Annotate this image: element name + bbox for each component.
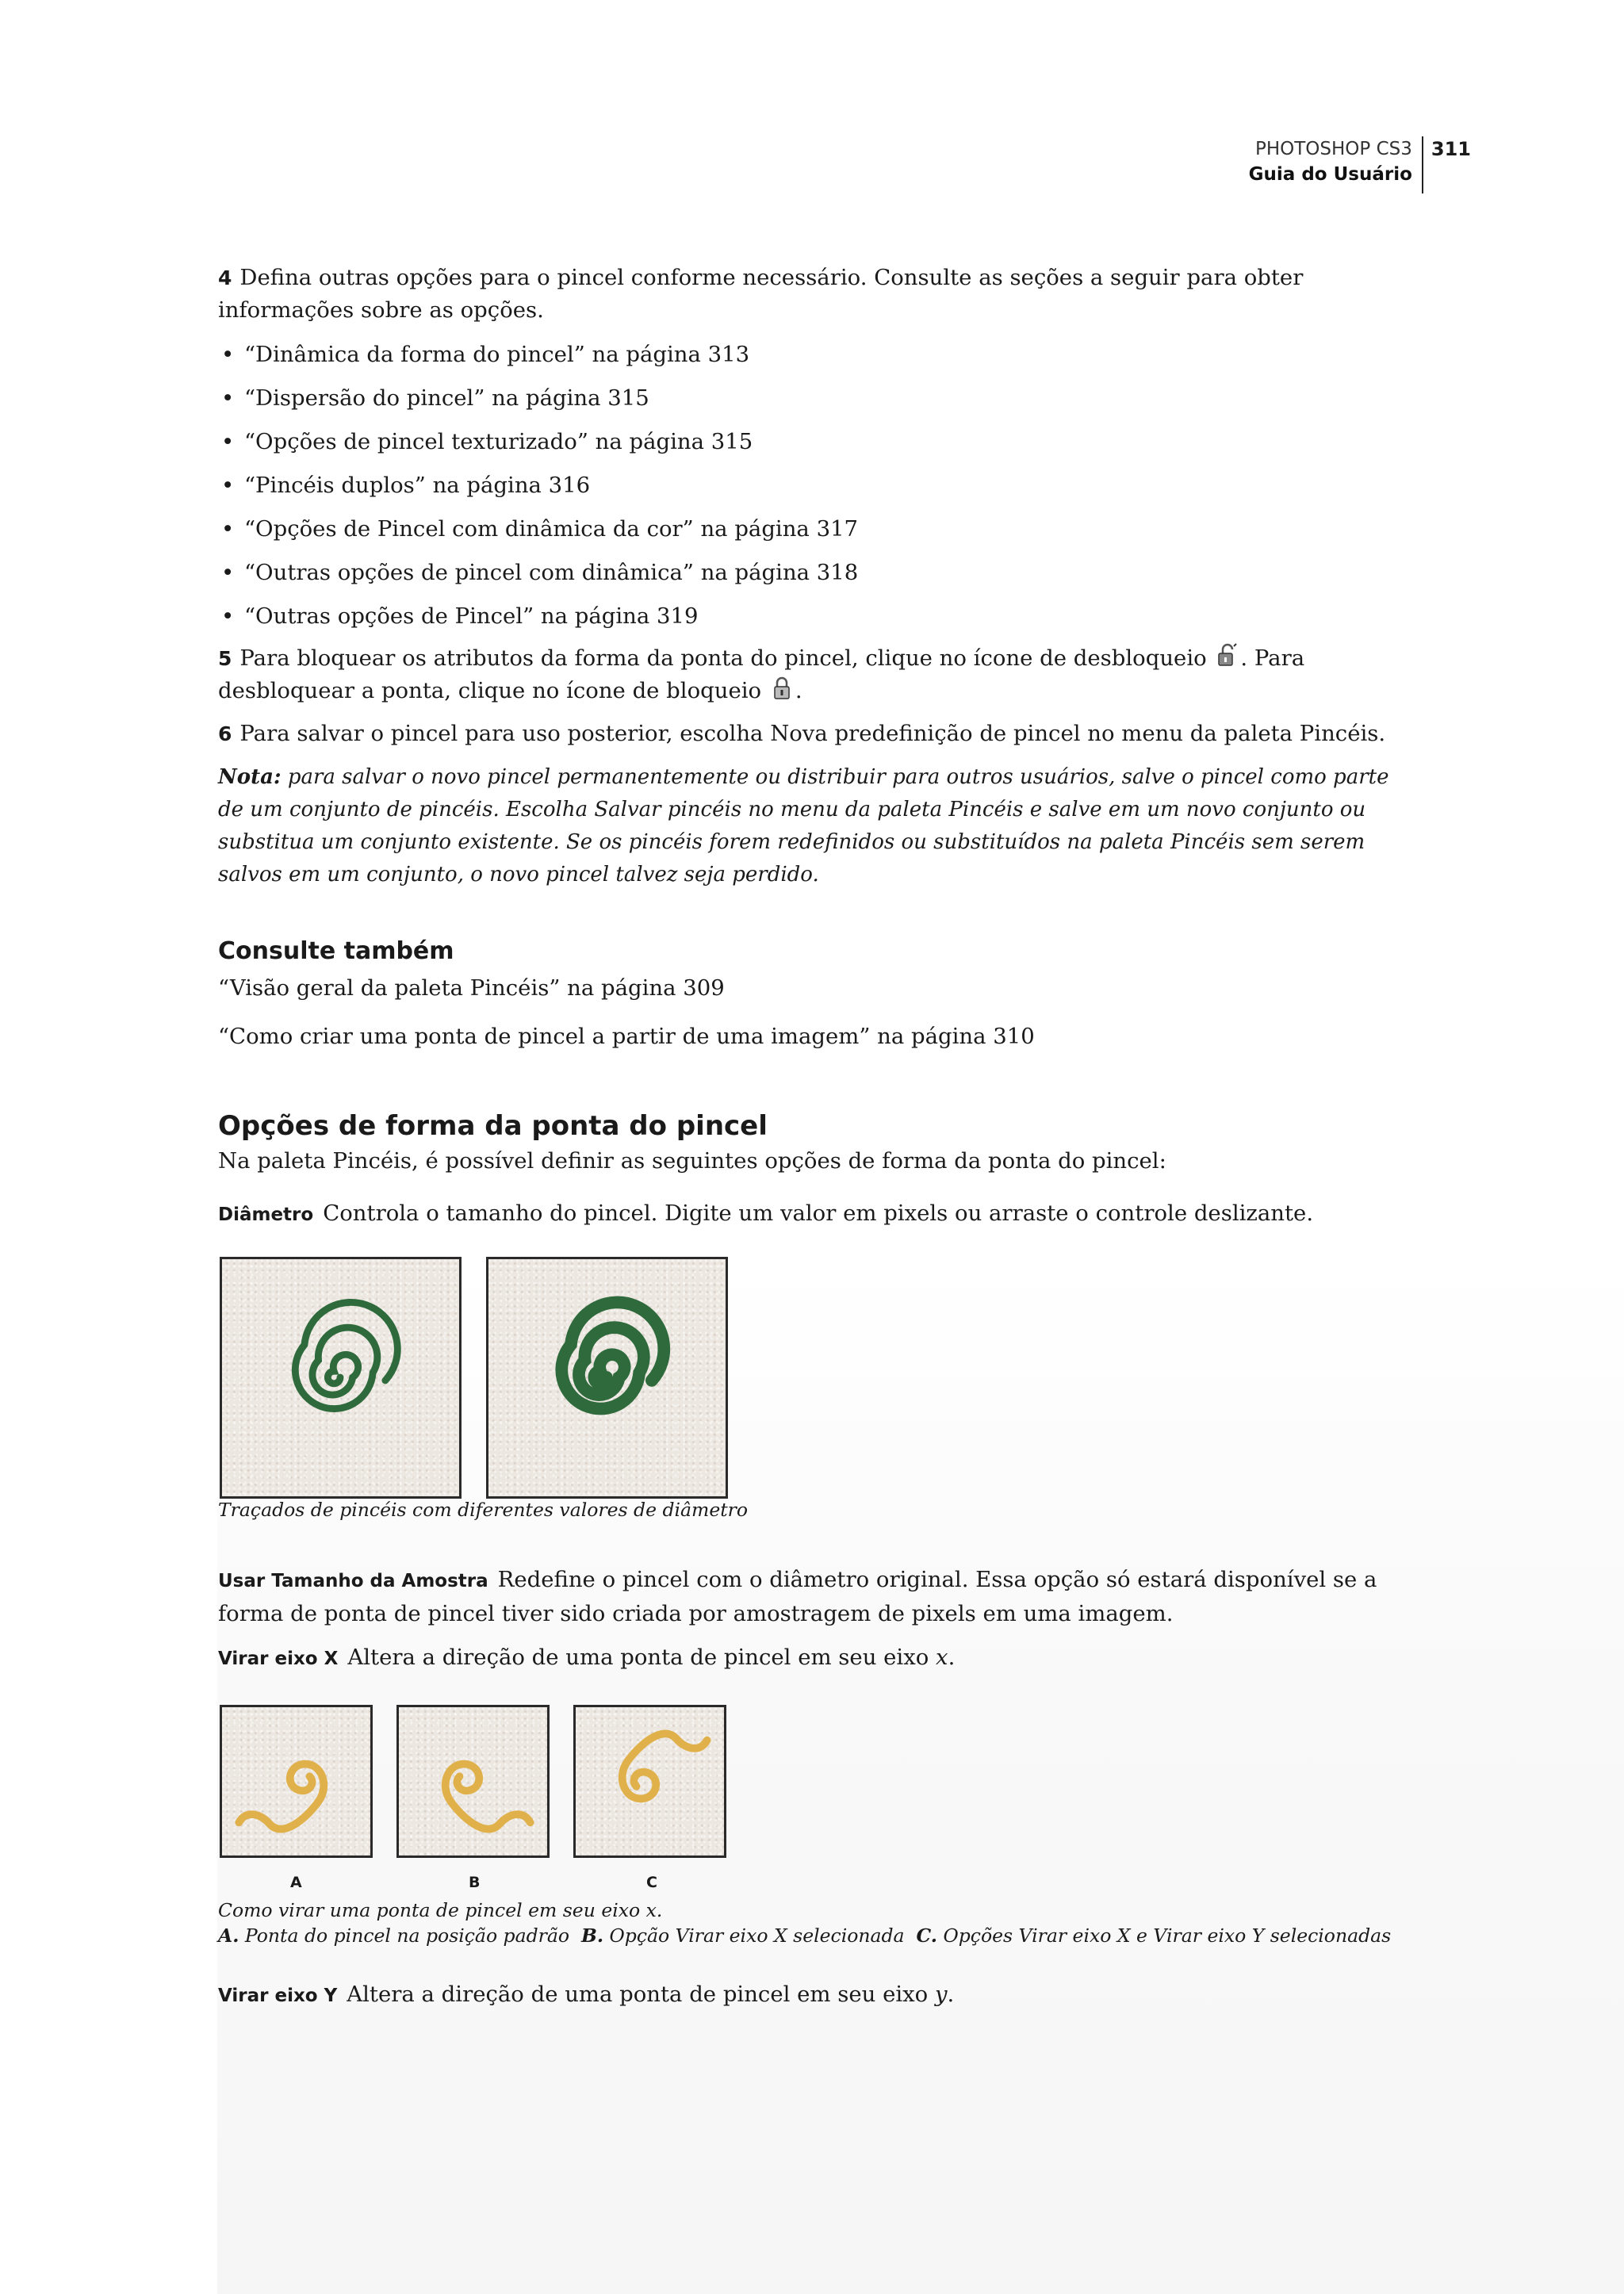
note [218, 761, 1408, 891]
spiral-thick [488, 1259, 726, 1496]
see-also-link[interactable]: “Visão geral da paleta Pincéis” na página 309 [218, 975, 725, 1001]
swirl-stroke [239, 1764, 324, 1829]
see-sections-list [218, 339, 1408, 644]
swirl-stroke [446, 1764, 530, 1829]
list-item[interactable]: • “Opções de pincel texturizado” na página 315 [221, 429, 753, 454]
flip-figure-c [573, 1705, 726, 1858]
lock-icon [772, 676, 792, 701]
swirl-stroke [622, 1733, 707, 1798]
step-5: 5 Para bloquear os atributos da forma da ponta do pincel, clique no ícone de desbloqueio . Para desbloquear a ponta, clique no ícone de bloqueio . [218, 642, 1408, 707]
figure-label-b: B [469, 1874, 481, 1891]
diameter-option [218, 1197, 1408, 1231]
flip-y-option: Virar eixo Y Altera a direção de uma ponta de pincel em seu eixo y. [218, 1982, 955, 2007]
section-heading: Opções de forma da ponta do pincel [218, 1110, 768, 1142]
section-intro: Na paleta Pincéis, é possível definir as seguintes opções de forma da ponta do pincel: [218, 1148, 1166, 1174]
running-header [1249, 136, 1471, 193]
step-number: 5 [218, 647, 232, 670]
list-item[interactable]: • “Opções de Pincel com dinâmica da cor” na página 317 [221, 516, 859, 542]
spiral-thin [222, 1259, 459, 1496]
flip-x-option: Virar eixo X Altera a direção de uma ponta de pincel em seu eixo x. [218, 1645, 956, 1670]
brush-tip-section [218, 1109, 1408, 1178]
spiral-stroke [561, 1302, 664, 1408]
axis-symbol: x [936, 1645, 948, 1670]
flip-figure-b [396, 1705, 550, 1858]
see-also-heading: Consulte também [218, 937, 454, 965]
list-item[interactable]: • “Dispersão do pincel” na página 315 [221, 385, 649, 411]
axis-symbol: y [934, 1982, 948, 2007]
step-number: 6 [218, 722, 232, 745]
unlock-icon [1216, 643, 1237, 668]
option-term: Virar eixo Y [218, 1986, 338, 2006]
step-text: Para salvar o pincel para uso posterior, escolha Nova predefinição de pincel no menu da paleta Pincéis. [239, 721, 1386, 746]
flip-figure-a [220, 1705, 373, 1858]
list-item[interactable]: • “Outras opções de Pincel” na página 319 [221, 603, 699, 629]
list-item[interactable]: • “Dinâmica da forma do pincel” na página 313 [221, 342, 750, 367]
step-number: 4 [218, 266, 232, 289]
list-item[interactable]: • “Outras opções de pincel com dinâmica” na página 318 [221, 560, 859, 585]
note-label: Nota: [218, 765, 282, 789]
figure-label-a: A [290, 1874, 302, 1891]
step-4 [218, 262, 1408, 327]
page-number: 311 [1431, 138, 1471, 160]
option-term: Usar Tamanho da Amostra [218, 1571, 488, 1591]
see-also-link[interactable]: “Como criar uma ponta de pincel a partir de uma imagem” na página 310 [218, 1024, 1035, 1049]
option-term: Virar eixo X [218, 1649, 339, 1669]
sample-size-option [218, 1564, 1408, 1630]
note-text: para salvar o novo pincel permanentemente ou distribuir para outros usuários, salve o pincel como parte de um conjunto de pincéis. Escolha Salvar pincéis no menu da paleta Pincéis e salve em um novo conjunto ou substitua um conjunto existente. Se os pincéis forem redefinidos ou substituídos na paleta Pincéis sem serem salvos em um conjunto, o novo pincel talvez seja perdido. [218, 765, 1389, 887]
guide-name: Guia do Usuário [1248, 164, 1412, 185]
option-description: Controla o tamanho do pincel. Digite um valor em pixels ou arraste o controle deslizante. [323, 1201, 1314, 1226]
figure-label-c: C [646, 1874, 657, 1891]
large-diameter-spiral-image [486, 1257, 728, 1499]
option-term: Diâmetro [218, 1204, 314, 1225]
diameter-caption: Traçados de pincéis com diferentes valores de diâmetro [218, 1499, 749, 1521]
small-diameter-spiral-image [220, 1257, 462, 1499]
header-title-block [1249, 136, 1423, 193]
product-name: PHOTOSHOP CS3 [1254, 139, 1412, 159]
see-also [218, 936, 1408, 1053]
list-item[interactable]: • “Pincéis duplos” na página 316 [221, 473, 591, 498]
step-text: Defina outras opções para o pincel conforme necessário. Consulte as seções a seguir para obter informações sobre as opções. [218, 265, 1304, 323]
step-6 [218, 718, 1408, 750]
option-description: Redefine o pincel com o diâmetro original. Essa opção só estará disponível se a forma de ponta de pincel tiver sido criada por amostragem de pixels em uma imagem. [218, 1567, 1377, 1626]
spiral-stroke [295, 1302, 397, 1408]
flip-x-caption: Como virar uma ponta de pincel em seu eixo x. A. Ponta do pincel na posição padrão B. Opção Virar eixo X selecionada C. Opções Virar eixo X e Virar eixo Y selecionadas [218, 1899, 1392, 1947]
